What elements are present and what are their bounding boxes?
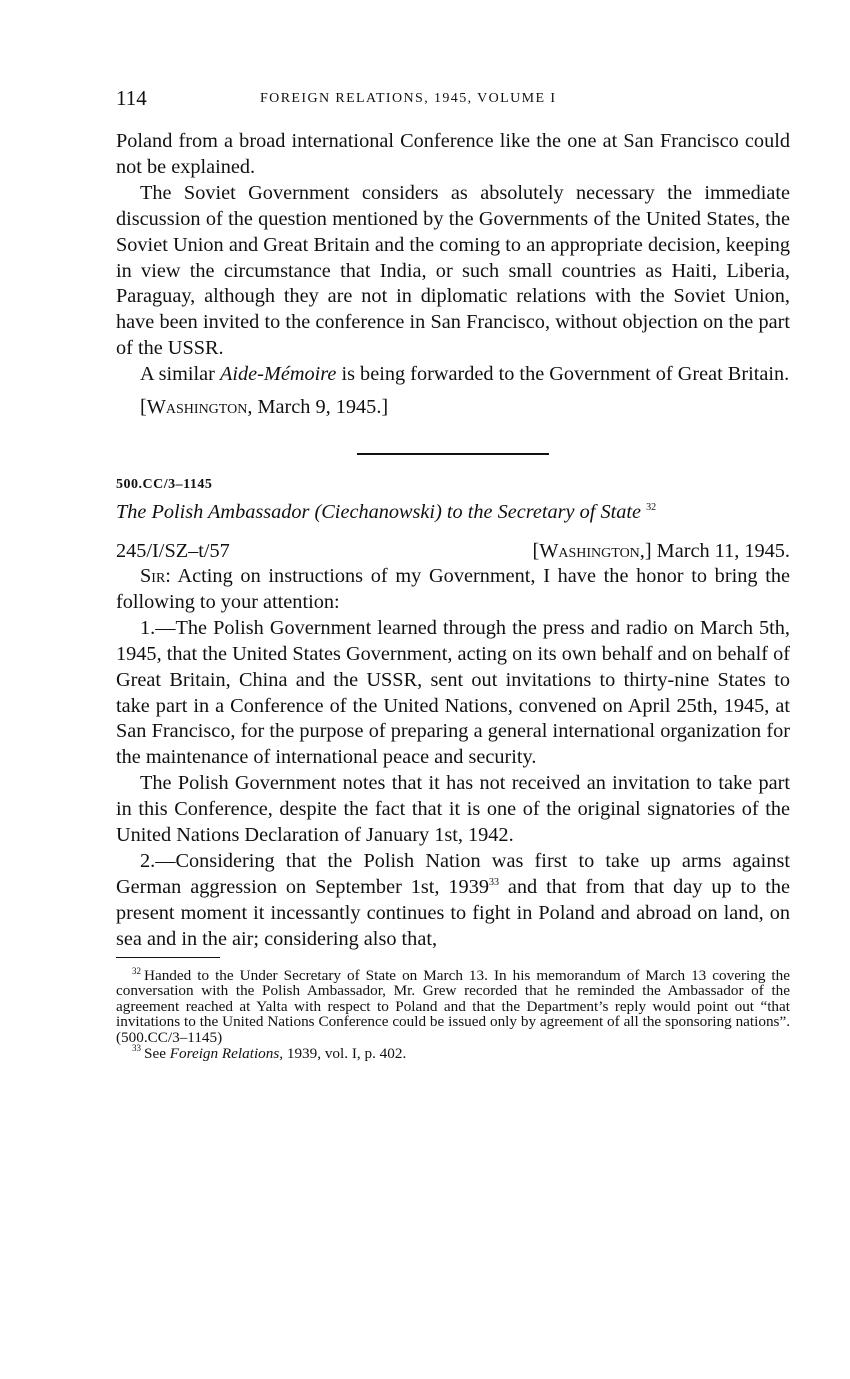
footnote-33-marker: 33 <box>132 1043 141 1054</box>
aide-memoire-italic: Aide-Mémoire <box>220 363 337 386</box>
reference-code: 245/I/SZ–t/57 <box>116 539 230 562</box>
footnote-33 <box>116 1043 790 1062</box>
point-2-text-after: and that from that day up to the present moment it incessantly continues to fight in Poland and abroad on land, on sea and in the air; considering also that, <box>116 875 790 950</box>
paragraph-point-2 <box>116 849 790 953</box>
footnote-32 <box>116 965 790 1046</box>
page-number: 114 <box>116 86 147 110</box>
paragraph-no-invitation: The Polish Government notes that it has not received an invitation to take part in this Conference, despite the fact that it is one of the original signatories of the United Nations Declaration of January 1st, 1942. <box>116 772 790 847</box>
footnote-33-text-after: 1939, vol. I, p. 402. <box>283 1044 407 1062</box>
reference-line <box>116 538 790 564</box>
reference-bracket: [ <box>532 539 540 562</box>
paragraph-salutation <box>116 564 790 616</box>
footnote-33-italic: Foreign Relations, <box>169 1044 284 1062</box>
dateline-bracket: [ <box>140 396 147 419</box>
footnote-32-marker: 32 <box>132 965 141 976</box>
running-head <box>116 86 790 116</box>
paragraph-point-1: 1.—The Polish Government learned through the press and radio on March 5th, 1945, that the United States Government, acting on its own behalf and on behalf of Great Britain, China and the USSR, sent out invitations to thirty-nine States to take part in a Conference of the United Nations, convened on April 25th, 1945, at San Francisco, for the purpose of preparing a general international organization for the maintenance of international peace and security. <box>116 616 790 769</box>
footnote-rule <box>116 957 220 958</box>
paragraph-aide-memoire <box>116 362 790 388</box>
point-2-text-before: 2.—Considering that the Polish Nation was first to take up arms against German aggression on September 1st, 1939 <box>116 849 790 898</box>
paragraph-continuation: Poland from a broad international Conference like the one at San Francisco could not be explained. <box>116 130 790 178</box>
file-number: 500.CC/3–1145 <box>116 476 213 492</box>
document-title-part-a: The Polish Ambassador ( <box>116 500 322 523</box>
dateline-date: , March 9, 1945.] <box>247 396 389 419</box>
reference-place: Washington, <box>539 539 645 562</box>
aide-memoire-text-before: A similar <box>140 363 220 386</box>
dateline <box>140 395 790 421</box>
footnotes <box>116 965 790 1062</box>
document-title-part-b: ) to the Secretary of State <box>435 500 642 523</box>
reference-dateline <box>532 538 790 564</box>
footnote-ref-32: 32 <box>646 502 657 514</box>
salutation: Sir <box>140 564 166 587</box>
salutation-text: : Acting on instructions of my Government, I have the honor to bring the following to your attention: <box>116 564 790 613</box>
section-separator <box>357 453 549 455</box>
document-title-name: Ciechanowski <box>321 500 436 523</box>
paragraph-soviet-position: The Soviet Government considers as absolutely necessary the immediate discussion of the question mentioned by the Governments of the United States, the Soviet Union and Great Britain and the coming to an appropriate decision, keeping in view the circumstance that India, or such small countries as Haiti, Liberia, Paraguay, although they are not in diplomatic relations with the Soviet Union, have been invited to the conference in San Francisco, without objection on the part of the USSR. <box>116 181 790 360</box>
aide-memoire-text-after: is being forwarded to the Government of Great Britain. <box>336 363 790 386</box>
footnote-32-text: Handed to the Under Secretary of State on March 13. In his memorandum of March 13 covering the conversation with the Polish Ambassador, Mr. Grew recorded that he reminded the Ambassador of the agreement reached at Yalta with respect to Poland and that the Department’s reply would point out “that invitations to the United Nations Conference could be issued only by agreement of all the sponsoring nations”. (500.CC/3–1145) <box>116 966 790 1046</box>
dateline-place: Washington <box>146 396 248 419</box>
document-page <box>116 86 790 1061</box>
footnote-33-text-before: See <box>144 1044 170 1062</box>
volume-title: FOREIGN RELATIONS, 1945, VOLUME I <box>260 91 557 106</box>
footnote-ref-33: 33 <box>488 877 499 889</box>
reference-date: ] March 11, 1945. <box>644 539 790 562</box>
document-title <box>116 499 790 525</box>
